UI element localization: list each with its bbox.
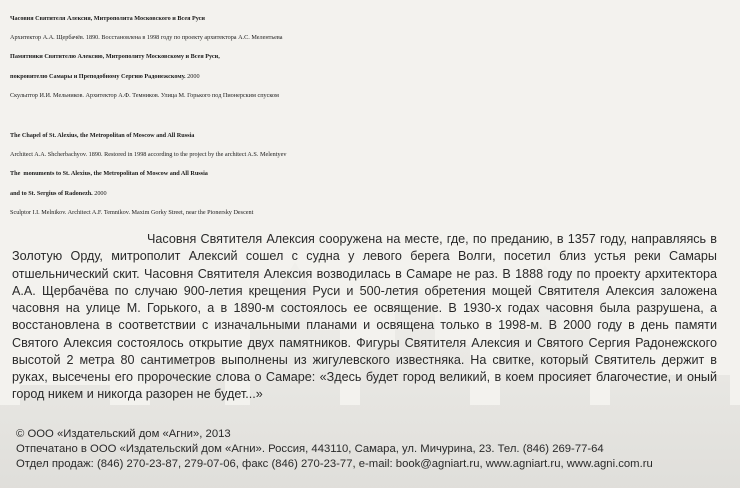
ru-monuments-title-text: покровителю Самары и Преподобному Сергию Радонежскому. xyxy=(10,72,186,80)
ru-chapel-title: Часовня Святителя Алексия, Митрополита Московского и Всея Руси xyxy=(10,15,205,22)
ru-monuments-title-line1: Памятники Святителю Алексию, Митрополиту Московскому и Всея Руси, xyxy=(10,53,220,61)
history-paragraph: Часовня Святителя Алексия сооружена на месте, где, по преданию, в 1357 году, направляясь в Золотую Орду, митрополит Алексий сошел с судна у левого берега Волги, посетил близ устья реки Самары отшельнический скит. Часовня Святителя Алексия возводилась в Самаре не раз. В 1888 году по проекту архитектора А.А. Щербачёва по случаю 900-летия крещения Руси и 500-летия обретения мощей Святителя Алексия заложена часовня на улице М. Горького, а в 1890-м состоялось ее освящение. В 1930-х годах часовня была разрушена, а восстановлена в соответствии с изначальными планами и освящена только в 1998-м. В 2000 году в день памяти Святого Алексия состоялось открытие двух памятников. Фигуры Святителя Алексия и Святого Сергия Радонежского высотой 2 метра 80 сантиметров выполнены из жигулевского известняка. На свитке, который Святитель держит в руках, высечены его пророческие слова о Самаре: «Здесь будет город великий, в коем просияет благочестие, и оный город никем и никогда разорен не будет...» xyxy=(12,232,717,402)
en-monuments-credit: Sculptor I.I. Melnikov. Architect A.F. Temnikov. Maxim Gorky Street, near the Pionersky Descent xyxy=(10,208,254,216)
ru-chapel-credit: Архитектор А.А. Щербачёв. 1890. Восстановлена в 1998 году по проекту архитектора А.С. Мелентьева xyxy=(10,34,283,42)
ru-monuments-credit: Скульптор И.И. Мельников. Архитектор А.Ф. Темников. Улица М. Горького под Пионерским спуском xyxy=(10,91,279,99)
en-monuments-title-text: and to St. Sergius of Radonezh. xyxy=(10,189,93,197)
footer-printed-by: Отпечатано в ООО «Издательский дом «Агни». Россия, 443110, Самара, ул. Мичурина, 23. Тел. (846) 269-77-64 xyxy=(16,443,604,456)
footer-copyright: © ООО «Издательский дом «Агни», 2013 xyxy=(16,428,231,440)
english-caption xyxy=(10,126,734,222)
ru-monuments-year: 2000 xyxy=(185,72,200,80)
en-monuments-year: 2000 xyxy=(92,189,107,197)
en-chapel-title: The Chapel of St. Alexius, the Metropolitan of Moscow and All Russia xyxy=(10,132,195,139)
russian-caption xyxy=(10,9,734,105)
en-chapel-credit: Architect A.A. Shcherbachyov. 1890. Restored in 1998 according to the project by the architect A.S. Melentyev xyxy=(10,151,287,159)
publisher-footer xyxy=(16,427,726,472)
en-monuments-title-line2 xyxy=(10,184,734,203)
footer-sales-contacts: Отдел продаж: (846) 270-23-87, 279-07-06, факс (846) 270-23-77, e-mail: book@agniart.ru, www.agniart.ru, www.agni.com.ru xyxy=(16,458,653,471)
ru-monuments-title-line2 xyxy=(10,67,734,86)
en-monuments-title-line1: The monuments to St. Alexius, the Metropolitan of Moscow and All Russia xyxy=(10,170,208,178)
